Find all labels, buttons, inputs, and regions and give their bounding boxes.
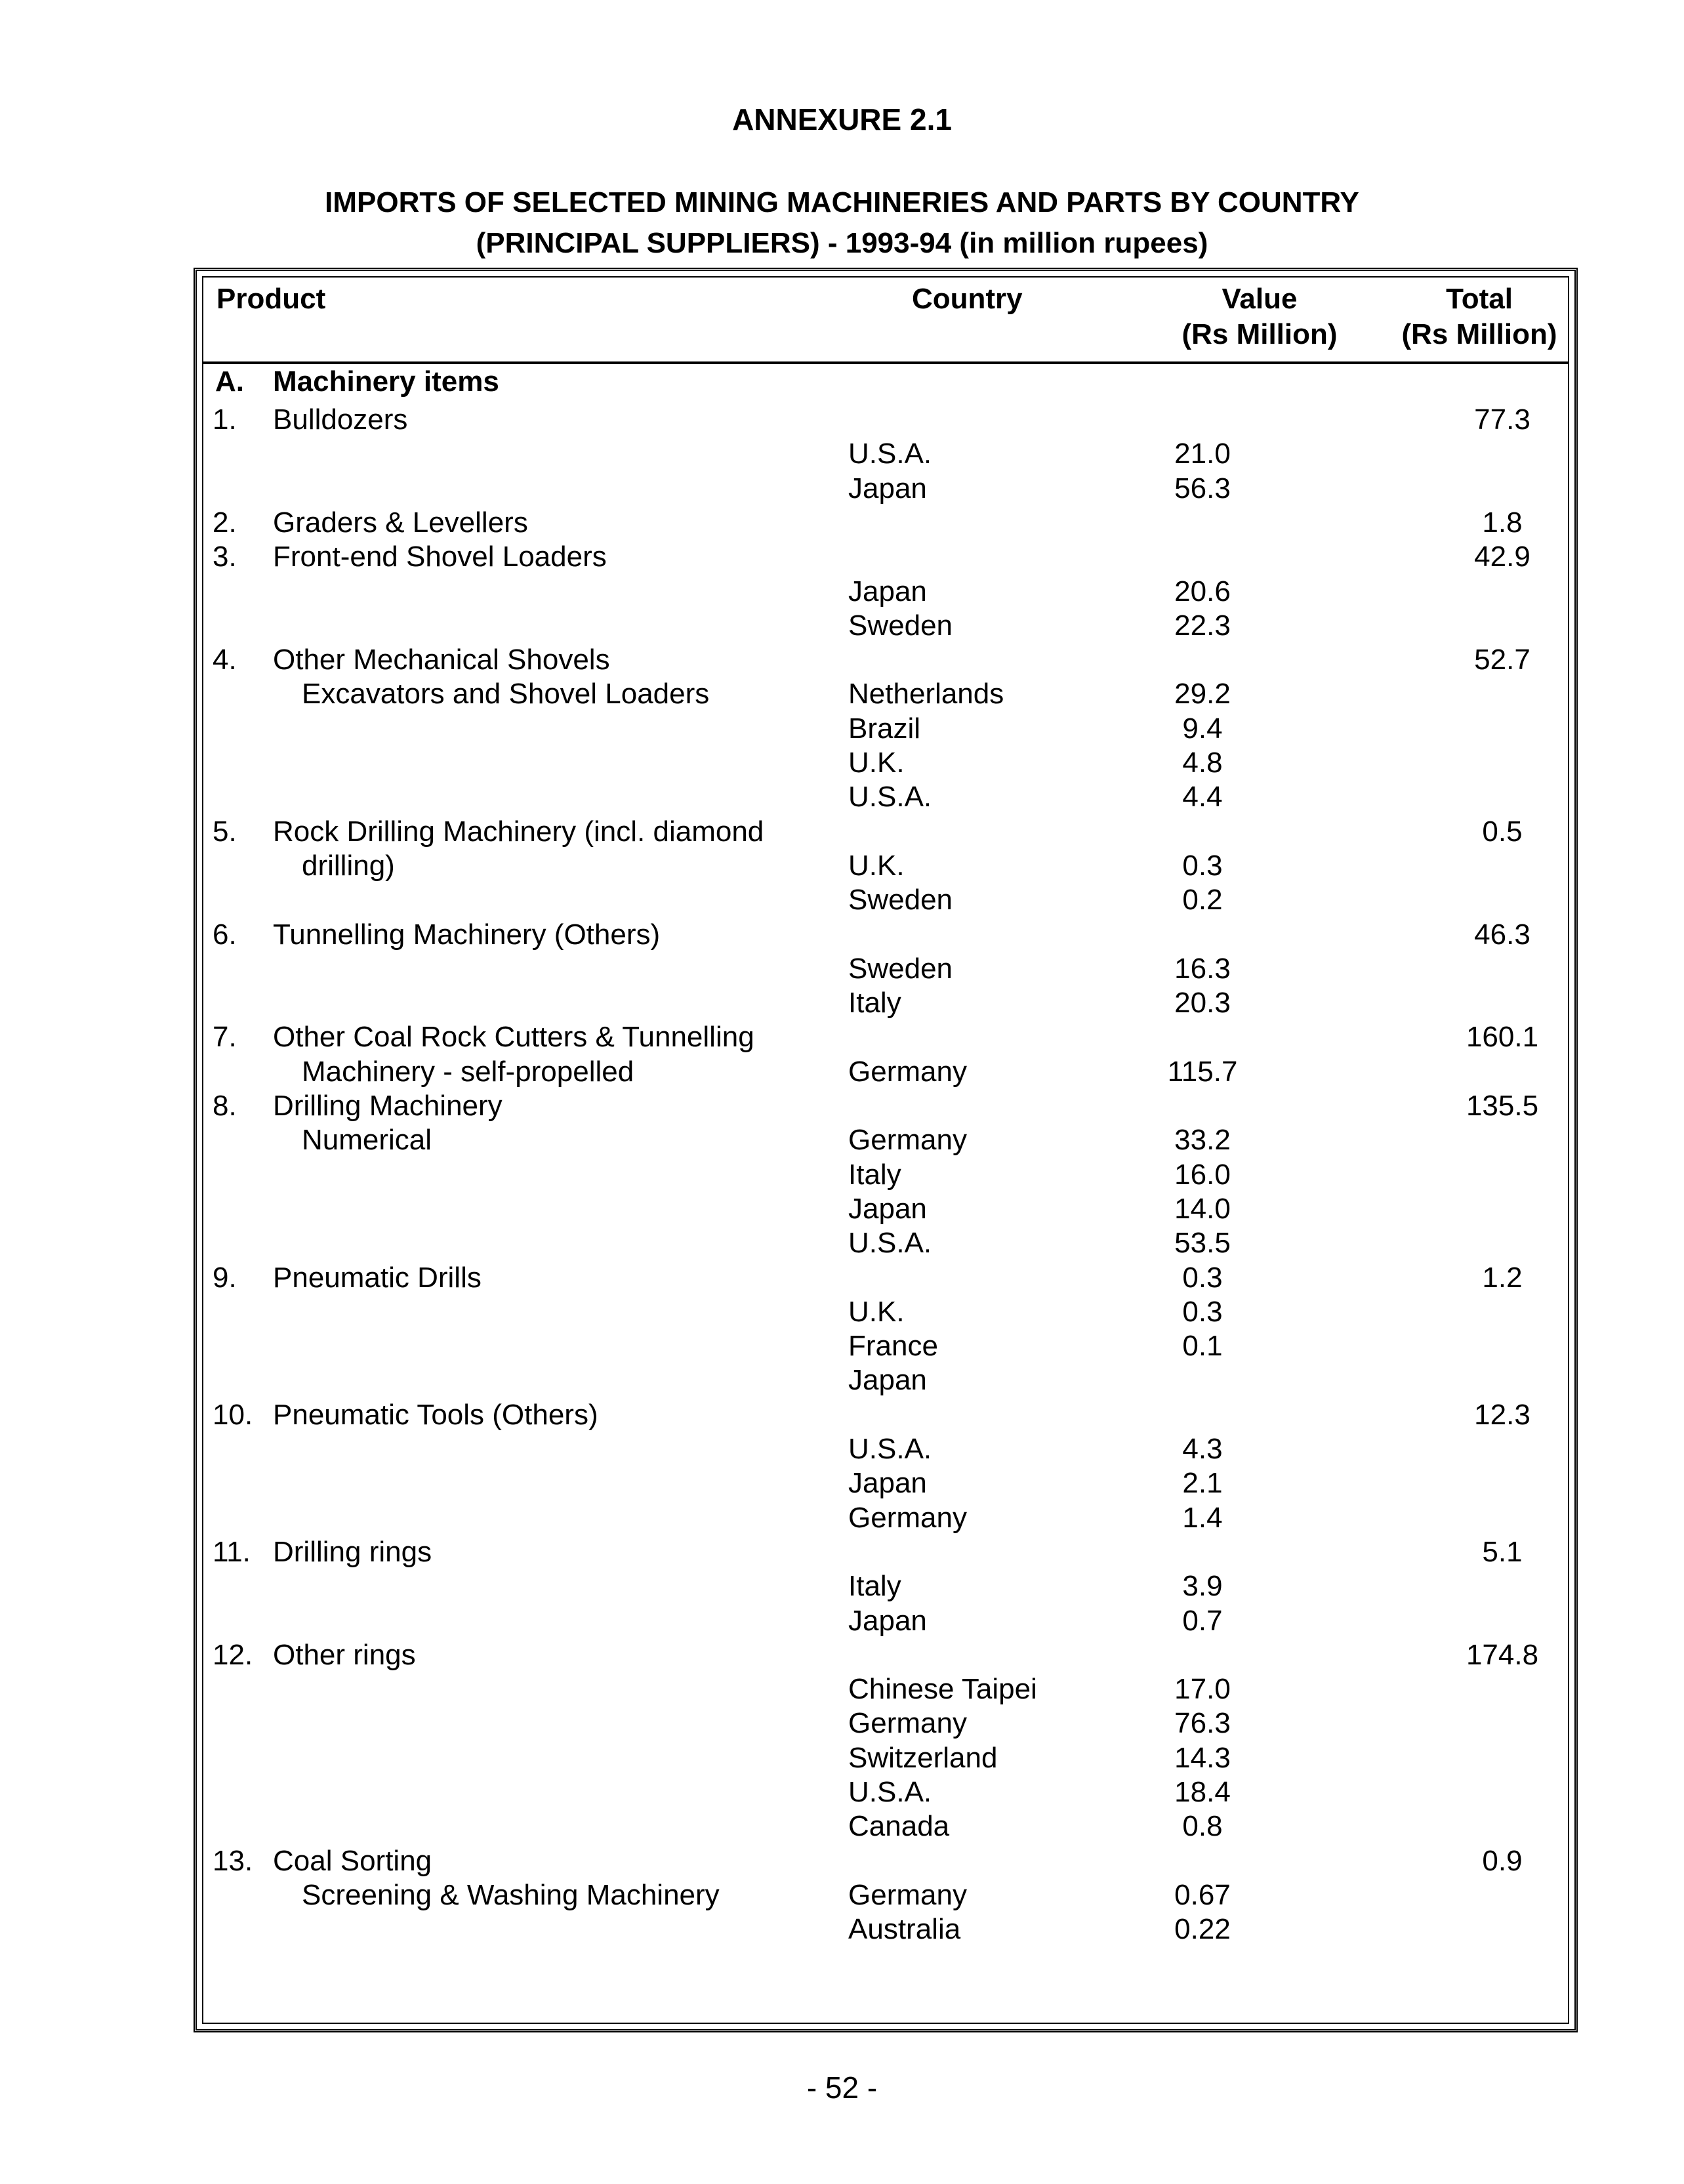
product-name: Other Mechanical Shovels	[273, 644, 610, 676]
table-body	[203, 364, 1568, 2023]
table-row	[203, 1741, 1568, 1776]
value-cell: 4.4	[1182, 781, 1223, 814]
table-row	[203, 985, 1568, 1021]
country-name: Germany	[848, 1124, 967, 1157]
table-row	[203, 642, 1568, 678]
table-row	[203, 814, 1568, 850]
total-cell: 77.3	[1474, 403, 1530, 436]
table-row	[203, 1191, 1568, 1227]
table-row	[203, 1432, 1568, 1467]
value-cell: 16.3	[1174, 952, 1231, 985]
value-cell: 76.3	[1174, 1707, 1231, 1740]
table-row	[203, 436, 1568, 472]
total-cell: 1.2	[1482, 1261, 1523, 1294]
total-cell: 135.5	[1466, 1090, 1539, 1122]
imports-table	[194, 268, 1578, 2032]
title-line-2: (PRINCIPAL SUPPLIERS) - 1993-94 (in million rupees)	[476, 227, 1208, 259]
total-cell: 42.9	[1474, 541, 1530, 573]
total-cell: 0.9	[1482, 1844, 1523, 1877]
header-value	[1122, 281, 1397, 352]
country-name: Italy	[848, 987, 901, 1020]
table-row	[203, 505, 1568, 541]
value-cell: 0.1	[1182, 1330, 1223, 1363]
country-name: Switzerland	[848, 1741, 998, 1774]
table-row	[203, 1809, 1568, 1844]
country-name: Japan	[848, 1364, 927, 1397]
total-cell: 46.3	[1474, 918, 1530, 951]
product-name: Bulldozers	[273, 403, 408, 436]
country-name: U.S.A.	[848, 1776, 932, 1808]
table-row	[203, 1706, 1568, 1741]
value-cell: 0.2	[1182, 884, 1223, 917]
total-cell: 1.8	[1482, 506, 1523, 539]
table-row	[203, 1466, 1568, 1501]
table-row	[203, 1226, 1568, 1261]
item-number: 6.	[213, 918, 237, 951]
page-number: - 52 -	[806, 2071, 878, 2105]
total-cell: 0.5	[1482, 815, 1523, 848]
value-cell: 20.3	[1174, 987, 1231, 1020]
country-name: France	[848, 1330, 938, 1363]
table-row	[203, 882, 1568, 918]
value-cell: 0.7	[1182, 1604, 1223, 1637]
table-row	[203, 1672, 1568, 1707]
item-number: 11.	[213, 1535, 251, 1568]
product-name: Drilling Machinery	[273, 1090, 503, 1122]
country-name: U.S.A.	[848, 1227, 932, 1260]
country-name: Netherlands	[848, 678, 1004, 711]
section-label: Machinery items	[273, 365, 499, 398]
table-row	[203, 402, 1568, 438]
total-cell: 160.1	[1466, 1021, 1539, 1054]
item-number: 7.	[213, 1021, 237, 1054]
value-cell: 17.0	[1174, 1673, 1231, 1706]
country-name: Italy	[848, 1570, 901, 1603]
header-product: Product	[216, 283, 326, 315]
product-name: Excavators and Shovel Loaders	[302, 678, 710, 711]
table-row	[203, 1912, 1568, 1947]
value-cell: 0.3	[1182, 1261, 1223, 1294]
product-name: Other Coal Rock Cutters & Tunnelling	[273, 1021, 754, 1054]
table-row	[203, 1294, 1568, 1330]
country-name: Japan	[848, 1192, 927, 1225]
value-cell: 14.3	[1174, 1741, 1231, 1774]
header-total-line2: (Rs Million)	[1401, 318, 1557, 350]
table-title	[0, 182, 1684, 264]
product-name: Other rings	[273, 1638, 416, 1671]
table-row	[203, 745, 1568, 781]
value-cell: 4.3	[1182, 1433, 1223, 1465]
value-cell: 0.22	[1174, 1913, 1231, 1946]
value-cell: 56.3	[1174, 472, 1231, 505]
table-row	[203, 779, 1568, 815]
value-cell: 33.2	[1174, 1124, 1231, 1157]
country-name: U.K.	[848, 1295, 905, 1328]
total-cell: 174.8	[1466, 1638, 1539, 1671]
table-row	[203, 539, 1568, 575]
table-row	[203, 1878, 1568, 1913]
table-row	[203, 1020, 1568, 1055]
table-row	[203, 1260, 1568, 1296]
product-name: Front-end Shovel Loaders	[273, 541, 607, 573]
table-row	[203, 1535, 1568, 1570]
item-number: 9.	[213, 1261, 237, 1294]
item-number: 8.	[213, 1090, 237, 1122]
table-row	[203, 676, 1568, 712]
country-name: Sweden	[848, 884, 953, 917]
value-cell: 22.3	[1174, 609, 1231, 642]
value-cell: 21.0	[1174, 438, 1231, 470]
value-cell: 14.0	[1174, 1192, 1231, 1225]
table-row	[203, 1775, 1568, 1810]
header-total	[1384, 281, 1574, 352]
item-number: 2.	[213, 506, 237, 539]
value-cell: 16.0	[1174, 1158, 1231, 1191]
table-row	[203, 951, 1568, 987]
country-name: U.K.	[848, 849, 905, 882]
country-name: Italy	[848, 1158, 901, 1191]
country-name: Germany	[848, 1707, 967, 1740]
table-row	[203, 1603, 1568, 1639]
table-row	[203, 1123, 1568, 1158]
value-cell: 4.8	[1182, 747, 1223, 779]
value-cell: 18.4	[1174, 1776, 1231, 1808]
country-name: Chinese Taipei	[848, 1673, 1037, 1706]
total-cell: 12.3	[1474, 1398, 1530, 1431]
country-name: Germany	[848, 1055, 967, 1088]
table-row	[203, 1500, 1568, 1536]
table-row	[203, 917, 1568, 953]
header-value-line2: (Rs Million)	[1181, 318, 1338, 350]
country-name: Canada	[848, 1810, 950, 1843]
product-name: Graders & Levellers	[273, 506, 528, 539]
header-country: Country	[912, 283, 1023, 315]
section-row	[203, 364, 1568, 400]
table-row	[203, 1363, 1568, 1398]
product-name: Pneumatic Tools (Others)	[273, 1398, 598, 1431]
table-row	[203, 1054, 1568, 1090]
item-number: 10.	[213, 1398, 253, 1431]
table-header	[203, 278, 1568, 364]
value-cell: 53.5	[1174, 1227, 1231, 1260]
table-row	[203, 1844, 1568, 1879]
section-letter: A.	[215, 365, 244, 398]
item-number: 5.	[213, 815, 237, 848]
table-row	[203, 574, 1568, 609]
value-cell: 20.6	[1174, 575, 1231, 608]
country-name: U.S.A.	[848, 1433, 932, 1465]
item-number: 1.	[213, 403, 237, 436]
value-cell: 2.1	[1182, 1467, 1223, 1500]
value-cell: 115.7	[1167, 1055, 1238, 1088]
product-name: drilling)	[302, 849, 395, 882]
table-inner-border	[202, 276, 1569, 2024]
header-total-line1: Total	[1446, 283, 1513, 315]
table-row	[203, 1157, 1568, 1193]
country-name: Germany	[848, 1501, 967, 1534]
country-name: Sweden	[848, 952, 953, 985]
country-name: Germany	[848, 1878, 967, 1911]
table-row	[203, 848, 1568, 884]
country-name: U.K.	[848, 747, 905, 779]
value-cell: 29.2	[1174, 678, 1231, 711]
product-name: Tunnelling Machinery (Others)	[273, 918, 661, 951]
value-cell: 0.3	[1182, 1295, 1223, 1328]
product-name: Machinery - self-propelled	[302, 1055, 634, 1088]
table-row	[203, 1638, 1568, 1673]
value-cell: 1.4	[1182, 1501, 1223, 1534]
value-cell: 9.4	[1182, 712, 1223, 745]
country-name: Brazil	[848, 712, 921, 745]
product-name: Rock Drilling Machinery (incl. diamond	[273, 815, 764, 848]
table-row	[203, 711, 1568, 747]
country-name: Japan	[848, 1467, 927, 1500]
header-value-line1: Value	[1222, 283, 1298, 315]
table-row	[203, 471, 1568, 506]
total-cell: 5.1	[1482, 1535, 1523, 1568]
country-name: U.S.A.	[848, 438, 932, 470]
product-name: Screening & Washing Machinery	[302, 1878, 720, 1911]
annexure-heading: ANNEXURE 2.1	[732, 102, 952, 136]
product-name: Drilling rings	[273, 1535, 432, 1568]
item-number: 13.	[213, 1844, 253, 1877]
product-name: Numerical	[302, 1124, 432, 1157]
item-number: 12.	[213, 1638, 253, 1671]
product-name: Coal Sorting	[273, 1844, 432, 1877]
country-name: Australia	[848, 1913, 961, 1946]
value-cell: 0.8	[1182, 1810, 1223, 1843]
total-cell: 52.7	[1474, 644, 1530, 676]
country-name: Japan	[848, 575, 927, 608]
table-row	[203, 1569, 1568, 1604]
value-cell: 0.3	[1182, 849, 1223, 882]
title-line-1: IMPORTS OF SELECTED MINING MACHINERIES AND PARTS BY COUNTRY	[325, 186, 1359, 218]
table-row	[203, 1088, 1568, 1124]
table-row	[203, 608, 1568, 644]
item-number: 3.	[213, 541, 237, 573]
country-name: Sweden	[848, 609, 953, 642]
product-name: Pneumatic Drills	[273, 1261, 482, 1294]
country-name: U.S.A.	[848, 781, 932, 814]
table-row	[203, 1397, 1568, 1433]
value-cell: 0.67	[1174, 1878, 1231, 1911]
item-number: 4.	[213, 644, 237, 676]
country-name: Japan	[848, 472, 927, 505]
value-cell: 3.9	[1182, 1570, 1223, 1603]
table-row	[203, 1329, 1568, 1364]
country-name: Japan	[848, 1604, 927, 1637]
